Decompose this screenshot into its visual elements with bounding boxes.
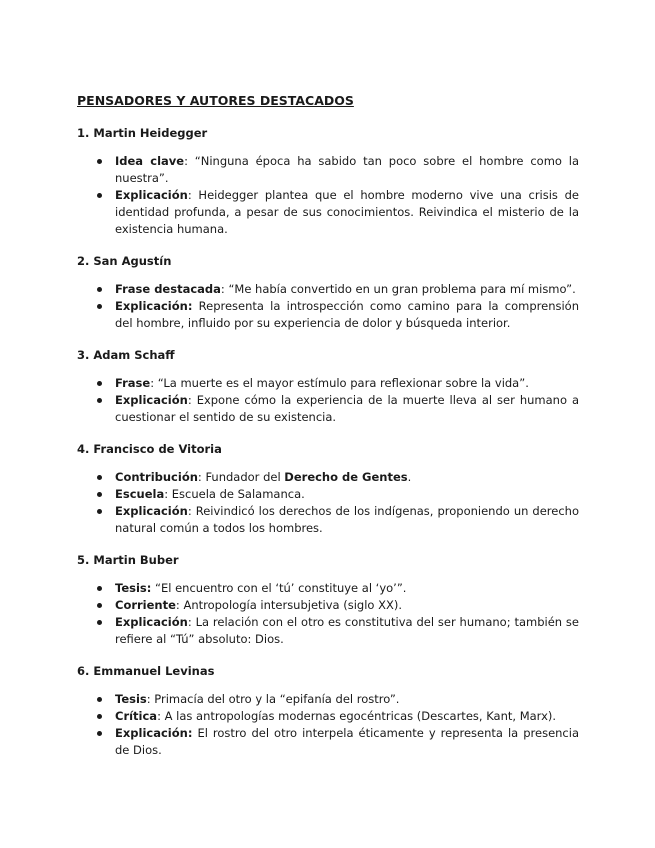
item-separator: : <box>164 487 172 501</box>
item-bold-text: Derecho de Gentes <box>284 470 408 484</box>
bullet-icon <box>97 731 102 736</box>
bullet-icon <box>97 193 102 198</box>
item-text: El rostro del otro interpela éticamente y representa la presencia de Dios. <box>115 726 579 757</box>
item-term: Tesis: <box>115 581 152 595</box>
item-term: Contribución <box>115 470 198 484</box>
item-text: La relación con el otro es constitutiva del ser humano; también se refiere al “Tú” absoluto: Dios. <box>115 615 579 646</box>
item-tail: . <box>407 470 412 484</box>
item-separator: : <box>175 598 184 612</box>
list-item <box>115 614 579 648</box>
item-separator: : <box>150 376 158 390</box>
item-separator: : <box>187 504 196 518</box>
author-details-list <box>77 691 579 759</box>
item-separator: : <box>184 154 195 168</box>
item-term: Explicación: <box>115 726 193 740</box>
item-term: Idea clave <box>115 154 185 168</box>
item-term: Explicación <box>115 504 188 518</box>
item-text: Fundador del <box>205 470 285 484</box>
item-separator: : <box>146 692 155 706</box>
item-text: “La muerte es el mayor estímulo para reflexionar sobre la vida”. <box>157 376 529 390</box>
item-term: Crítica <box>115 709 158 723</box>
authors-list <box>77 125 579 759</box>
list-item <box>115 708 579 725</box>
item-text: “Ninguna época ha sabido tan poco sobre el hombre como la nuestra”. <box>115 154 580 185</box>
list-item <box>115 392 579 426</box>
item-separator: : <box>197 470 206 484</box>
page-title: PENSADORES Y AUTORES DESTACADOS <box>77 93 354 108</box>
bullet-icon <box>97 475 102 480</box>
author-details-list <box>77 153 579 238</box>
list-item <box>115 298 579 332</box>
author-heading: 3. Adam Schaff <box>77 348 175 362</box>
author-details-list <box>77 375 579 426</box>
author-details-list <box>77 281 579 332</box>
bullet-icon <box>97 586 102 591</box>
bullet-icon <box>97 304 102 309</box>
bullet-icon <box>97 492 102 497</box>
bullet-icon <box>97 287 102 292</box>
list-item <box>115 580 579 597</box>
item-separator: : <box>187 393 197 407</box>
author-heading: 6. Emmanuel Levinas <box>77 664 215 678</box>
item-text: Representa la introspección como camino para la comprensión del hombre, influido por su experiencia de dolor y búsqueda interior. <box>115 299 579 330</box>
bullet-icon <box>97 159 102 164</box>
item-term: Frase <box>115 376 151 390</box>
author-heading: 4. Francisco de Vitoria <box>77 442 222 456</box>
item-text: “Me había convertido en un gran problema para mí mismo”. <box>228 282 576 296</box>
item-text: Primacía del otro y la “epifanía del rostro”. <box>154 692 400 706</box>
list-item <box>115 725 579 759</box>
item-text: Reivindicó los derechos de los indígenas, proponiendo un derecho natural común a todos los hombres. <box>115 504 579 535</box>
author-heading: 1. Martin Heidegger <box>77 126 208 140</box>
item-term: Frase destacada <box>115 282 221 296</box>
author-heading: 2. San Agustín <box>77 254 172 268</box>
item-term: Corriente <box>115 598 176 612</box>
item-term: Explicación <box>115 188 188 202</box>
item-separator: : <box>187 188 199 202</box>
list-item <box>115 375 579 392</box>
bullet-icon <box>97 620 102 625</box>
author-details-list <box>77 469 579 537</box>
author-details-list <box>77 580 579 648</box>
item-term: Explicación: <box>115 299 193 313</box>
bullet-icon <box>97 603 102 608</box>
list-item <box>115 486 579 503</box>
list-item <box>115 153 579 187</box>
bullet-icon <box>97 697 102 702</box>
item-term: Escuela <box>115 487 165 501</box>
list-item <box>115 597 579 614</box>
item-text: Heidegger plantea que el hombre moderno vive una crisis de identidad profunda, a pesar de sus conocimientos. Reivindica el misterio de la existencia humana. <box>115 188 580 236</box>
list-item <box>115 503 579 537</box>
bullet-icon <box>97 714 102 719</box>
list-item <box>115 281 579 298</box>
item-text: Antropología intersubjetiva (siglo XX). <box>183 598 403 612</box>
item-text: Escuela de Salamanca. <box>171 487 305 501</box>
list-item <box>115 469 579 486</box>
item-text: “El encuentro con el ‘tú’ constituye al ‘yo’”. <box>155 581 407 595</box>
item-term: Tesis <box>115 692 147 706</box>
bullet-icon <box>97 381 102 386</box>
author-heading: 5. Martin Buber <box>77 553 179 567</box>
bullet-icon <box>97 509 102 514</box>
item-text: A las antropologías modernas egocéntricas (Descartes, Kant, Marx). <box>164 709 557 723</box>
bullet-icon <box>97 398 102 403</box>
item-separator: : <box>157 709 165 723</box>
item-text: Expone cómo la experiencia de la muerte lleva al ser humano a cuestionar el sentido de su existencia. <box>115 393 580 424</box>
list-item <box>115 187 579 238</box>
item-term: Explicación <box>115 615 188 629</box>
item-separator: : <box>220 282 229 296</box>
item-separator: : <box>187 615 196 629</box>
item-term: Explicación <box>115 393 188 407</box>
list-item <box>115 691 579 708</box>
